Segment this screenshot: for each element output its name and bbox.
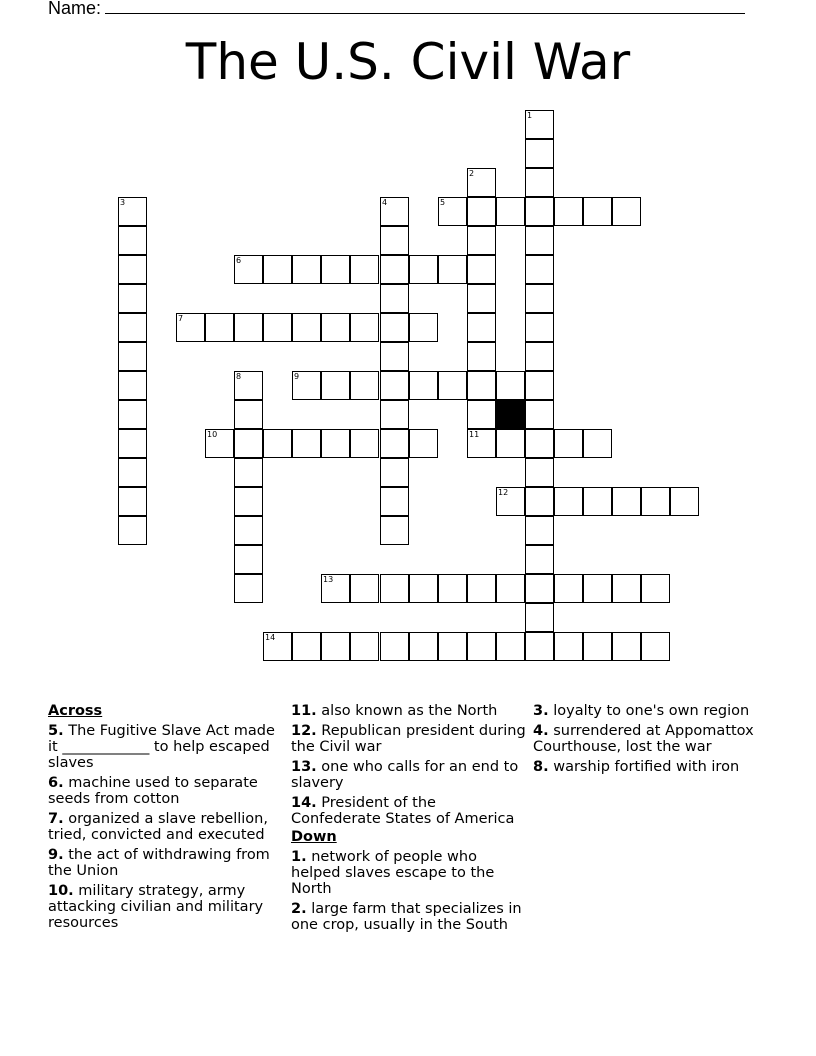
clue-across-9: 9. the act of withdrawing from the Union [48,847,270,879]
grid-cell[interactable] [525,400,554,429]
grid-cell[interactable] [118,516,147,545]
clue-number: 9 [294,372,300,381]
grid-cell[interactable] [118,429,147,458]
grid-cell[interactable] [525,110,554,139]
grid-cell[interactable] [234,313,263,342]
grid-cell[interactable] [350,371,379,400]
grid-cell[interactable] [554,574,583,603]
grid-cell[interactable] [205,313,234,342]
grid-cell[interactable] [467,226,496,255]
grid-cell[interactable] [612,487,641,516]
clue-number: 4 [382,198,388,207]
grid-cell[interactable] [496,429,525,458]
grid-cell[interactable] [525,139,554,168]
clue-down-3: 3. loyalty to one's own region [533,703,750,719]
clue-number: 10 [207,430,218,439]
grid-cell[interactable] [234,574,263,603]
grid-cell[interactable] [670,487,699,516]
grid-cell[interactable] [380,313,409,342]
clue-number: 1 [527,111,533,120]
clue-column-2 [291,701,526,933]
grid-cell[interactable] [496,574,525,603]
clue-down-4: 4. surrendered at Appomattox Courthouse, lost the war [533,723,754,755]
grid-cell[interactable] [641,487,670,516]
clue-number: 5 [440,198,446,207]
clue-column-1 [48,701,283,931]
clue-down-2: 2. large farm that specializes in one crop, usually in the South [291,901,522,933]
grid-cell[interactable] [612,632,641,661]
grid-cell[interactable] [380,574,409,603]
grid-cell[interactable] [263,255,292,284]
grid-cell[interactable] [350,429,379,458]
grid-cell[interactable] [380,226,409,255]
grid-cell[interactable] [380,516,409,545]
clue-number: 7 [178,314,184,323]
clue-column-3 [533,701,773,775]
grid-cell[interactable] [118,197,147,226]
grid-cell[interactable] [409,429,438,458]
grid-cell[interactable] [292,313,321,342]
clue-number: 13 [323,575,334,584]
grid-cell[interactable] [263,632,292,661]
grid-cell[interactable] [292,429,321,458]
grid-cell[interactable] [612,574,641,603]
grid-cell[interactable] [554,632,583,661]
grid-cell[interactable] [321,313,350,342]
grid-cell[interactable] [467,371,496,400]
grid-cell[interactable] [409,255,438,284]
clue-across-11: 11. also known as the North [291,703,498,719]
grid-cell[interactable] [234,458,263,487]
grid-cell[interactable] [380,400,409,429]
grid-cell[interactable] [554,487,583,516]
down-heading: Down [291,829,337,845]
grid-cell[interactable] [118,487,147,516]
grid-cell[interactable] [554,197,583,226]
grid-cell[interactable] [525,168,554,197]
grid-cell[interactable] [263,429,292,458]
grid-cell[interactable] [118,313,147,342]
grid-cell[interactable] [380,371,409,400]
grid-cell[interactable] [380,458,409,487]
clue-across-14: 14. President of the Confederate States of America [291,795,515,827]
grid-cell[interactable] [292,371,321,400]
grid-cell[interactable] [350,632,379,661]
grid-block [496,400,525,429]
clue-across-7: 7. organized a slave rebellion, tried, convicted and executed [48,811,268,843]
grid-cell[interactable] [525,458,554,487]
clue-number: 2 [469,169,475,178]
grid-cell[interactable] [380,284,409,313]
clue-down-1: 1. network of people who helped slaves escape to the North [291,849,495,897]
grid-cell[interactable] [234,400,263,429]
page-title: The U.S. Civil War [185,33,631,91]
grid-cell[interactable] [467,255,496,284]
across-heading: Across [48,703,103,719]
grid-cell[interactable] [234,516,263,545]
grid-cell[interactable] [641,632,670,661]
grid-cell[interactable] [321,255,350,284]
clue-number: 3 [120,198,126,207]
grid-cell[interactable] [496,371,525,400]
grid-cell[interactable] [350,255,379,284]
clue-across-5: 5. The Fugitive Slave Act made it ____________ to help escaped slaves [48,723,275,771]
grid-cell[interactable] [467,632,496,661]
grid-cell[interactable] [525,197,554,226]
grid-cell[interactable] [525,342,554,371]
grid-cell[interactable] [321,574,350,603]
grid-cell[interactable] [409,313,438,342]
clue-number: 8 [236,372,242,381]
grid-cell[interactable] [467,429,496,458]
grid-cell[interactable] [525,603,554,632]
clue-number: 12 [498,488,509,497]
grid-cell[interactable] [525,226,554,255]
grid-cell[interactable] [525,487,554,516]
grid-cell[interactable] [525,545,554,574]
grid-cell[interactable] [438,371,467,400]
grid-cell[interactable] [380,197,409,226]
grid-cell[interactable] [118,226,147,255]
grid-cell[interactable] [467,168,496,197]
grid-cell[interactable] [321,429,350,458]
grid-cell[interactable] [205,429,234,458]
clue-across-6: 6. machine used to separate seeds from cotton [48,775,258,807]
grid-cell[interactable] [234,545,263,574]
grid-cell[interactable] [583,429,612,458]
grid-cell[interactable] [118,458,147,487]
grid-cell[interactable] [467,197,496,226]
grid-cell[interactable] [583,574,612,603]
grid-cell[interactable] [118,371,147,400]
grid-cell[interactable] [583,197,612,226]
clue-across-12: 12. Republican president during the Civil war [291,723,526,755]
grid-cell[interactable] [525,371,554,400]
grid-cell[interactable] [380,255,409,284]
grid-cell[interactable] [438,255,467,284]
grid-cell[interactable] [263,313,292,342]
grid-cell[interactable] [467,342,496,371]
grid-cell[interactable] [496,197,525,226]
clue-number: 14 [265,633,276,642]
grid-cell[interactable] [438,197,467,226]
clue-number: 6 [236,256,242,265]
grid-cell[interactable] [641,574,670,603]
grid-cell[interactable] [583,632,612,661]
grid-cell[interactable] [525,313,554,342]
grid-cell[interactable] [467,313,496,342]
clue-number: 11 [469,430,480,439]
grid-cell[interactable] [350,574,379,603]
grid-cell[interactable] [525,516,554,545]
grid-cell[interactable] [525,632,554,661]
grid-cell[interactable] [234,429,263,458]
clue-across-10: 10. military strategy, army attacking civilian and military resources [48,883,264,931]
grid-cell[interactable] [380,429,409,458]
grid-cell[interactable] [380,632,409,661]
grid-cell[interactable] [118,284,147,313]
clue-down-8: 8. warship fortified with iron [533,759,740,775]
grid-cell[interactable] [118,342,147,371]
grid-cell[interactable] [234,487,263,516]
grid-cell[interactable] [525,429,554,458]
grid-cell[interactable] [321,371,350,400]
grid-cell[interactable] [467,400,496,429]
grid-cell[interactable] [176,313,205,342]
grid-cell[interactable] [612,197,641,226]
grid-cell[interactable] [234,371,263,400]
grid-cell[interactable] [380,342,409,371]
grid-cell[interactable] [496,632,525,661]
grid-cell[interactable] [321,632,350,661]
grid-cell[interactable] [467,574,496,603]
grid-cell[interactable] [409,574,438,603]
grid-cell[interactable] [118,400,147,429]
grid-cell[interactable] [525,284,554,313]
grid-cell[interactable] [438,632,467,661]
grid-cell[interactable] [409,371,438,400]
grid-cell[interactable] [438,574,467,603]
grid-cell[interactable] [118,255,147,284]
clue-across-13: 13. one who calls for an end to slavery [291,759,519,791]
grid-cell[interactable] [554,429,583,458]
grid-cell[interactable] [234,255,263,284]
grid-cell[interactable] [583,487,612,516]
grid-cell[interactable] [496,487,525,516]
grid-cell[interactable] [292,255,321,284]
grid-cell[interactable] [380,487,409,516]
grid-cell[interactable] [409,632,438,661]
grid-cell[interactable] [350,313,379,342]
name-label: Name: [48,0,102,18]
grid-cell[interactable] [525,574,554,603]
grid-cell[interactable] [292,632,321,661]
grid-cell[interactable] [525,255,554,284]
grid-cell[interactable] [467,284,496,313]
